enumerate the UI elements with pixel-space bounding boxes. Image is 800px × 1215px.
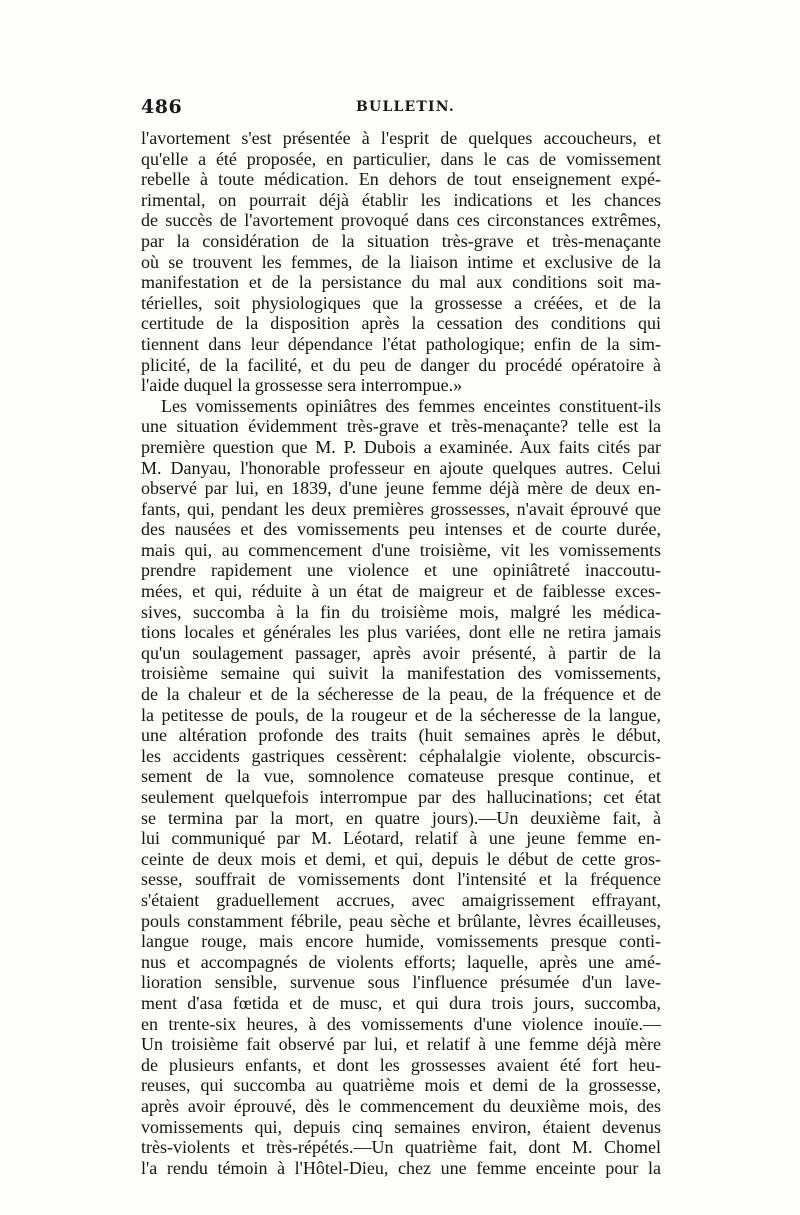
text-line: lui communiqué par M. Léotard, relatif à une jeune femme en- xyxy=(141,828,661,849)
text-line: de succès de l'avortement provoqué dans ces circonstances extrêmes, xyxy=(141,210,661,231)
text-line: de la chaleur et de la sécheresse de la peau, de la fréquence et de xyxy=(141,684,661,705)
text-line: l'avortement s'est présentée à l'esprit de quelques accoucheurs, et xyxy=(141,128,661,148)
text-line: rebelle à toute médication. En dehors de tout enseignement expé- xyxy=(141,169,661,190)
text-line: par la considération de la situation très-grave et très-menaçante xyxy=(141,230,661,251)
text-line: une situation évidemment très-grave et très-menaçante? telle est la xyxy=(141,416,661,437)
text-line: Un troisième fait observé par lui, et relatif à une femme déjà mère xyxy=(141,1034,661,1055)
text-line: qu'elle a été proposée, en particulier, dans le cas de vomissement xyxy=(141,148,661,169)
text-line: très-violents et très-répétés.—Un quatrième fait, dont M. Chomel xyxy=(141,1137,661,1158)
text-line: s'étaient graduellement accrues, avec amaigrissement effrayant, xyxy=(141,889,661,910)
text-line: manifestation et de la persistance du mal aux conditions soit ma- xyxy=(141,272,661,293)
text-line: prendre rapidement une violence et une opiniâtreté inaccoutu- xyxy=(141,560,661,581)
text-line: en trente-six heures, à des vomissements d'une violence inouïe.— xyxy=(141,1013,661,1034)
text-line: langue rouge, mais encore humide, vomissements presque conti- xyxy=(141,931,661,952)
text-line: observé par lui, en 1839, d'une jeune femme déjà mère de deux en- xyxy=(141,478,661,499)
text-line: Les vomissements opiniâtres des femmes enceintes constituent-ils xyxy=(161,395,661,416)
text-line: lioration sensible, survenue sous l'influence présumée d'un lave- xyxy=(141,972,661,993)
text-line: sement de la vue, somnolence comateuse presque continue, et xyxy=(141,766,661,787)
text-line: fants, qui, pendant les deux premières grossesses, n'avait éprouvé que xyxy=(141,498,661,519)
text-line: certitude de la disposition après la cessation des conditions qui xyxy=(141,313,661,334)
text-line: se termina par la mort, en quatre jours).—Un deuxième fait, à xyxy=(141,807,661,828)
text-line: nus et accompagnés de violents efforts; laquelle, après une amé- xyxy=(141,951,661,972)
text-line: l'a rendu témoin à l'Hôtel-Dieu, chez une femme enceinte pour la xyxy=(141,1157,661,1178)
text-line: vomissements qui, depuis cinq semaines environ, étaient devenus xyxy=(141,1116,661,1137)
text-line: les accidents gastriques cessèrent: céphalalgie violente, obscurcis- xyxy=(141,745,661,766)
text-line: qu'un soulagement passager, après avoir présenté, à partir de la xyxy=(141,642,661,663)
page-header xyxy=(141,96,661,122)
text-line: térielles, soit physiologiques que la grossesse a créées, et de la xyxy=(141,292,661,313)
text-line: première question que M. P. Dubois a examinée. Aux faits cités par xyxy=(141,436,661,457)
text-line: de plusieurs enfants, et dont les grossesses avaient été fort heu- xyxy=(141,1054,661,1075)
running-title: BULLETIN. xyxy=(356,99,455,115)
text-line: reuses, qui succomba au quatrième mois et demi de la grossesse, xyxy=(141,1075,661,1096)
text-line: mées, et qui, réduite à un état de maigreur et de faiblesse exces- xyxy=(141,581,661,602)
text-line: la petitesse de pouls, de la rougeur et de la sécheresse de la langue, xyxy=(141,704,661,725)
text-line: ceinte de deux mois et demi, et qui, depuis le début de cette gros- xyxy=(141,848,661,869)
body-text xyxy=(141,128,661,1178)
text-line: sives, succomba à la fin du troisième mois, malgré les médica- xyxy=(141,601,661,622)
text-line: tions locales et générales les plus variées, dont elle ne retira jamais xyxy=(141,622,661,643)
text-line: l'aide duquel la grossesse sera interrompue.» xyxy=(141,375,463,396)
text-line: pouls constamment fébrile, peau sèche et brûlante, lèvres écailleuses, xyxy=(141,910,661,931)
text-line: après avoir éprouvé, dès le commencement du deuxième mois, des xyxy=(141,1095,661,1116)
text-line: M. Danyau, l'honorable professeur en ajoute quelques autres. Celui xyxy=(141,457,661,478)
text-line: plicité, de la facilité, et du peu de danger du procédé opératoire à xyxy=(141,354,661,375)
text-line: où se trouvent les femmes, de la liaison intime et exclusive de la xyxy=(141,251,661,272)
page-number: 486 xyxy=(141,96,183,118)
text-line: rimental, on pourrait déjà établir les indications et les chances xyxy=(141,189,661,210)
text-line: tiennent dans leur dépendance l'état pathologique; enfin de la sim- xyxy=(141,333,661,354)
text-line: seulement quelquefois interrompue par des hallucinations; cet état xyxy=(141,787,661,807)
text-line: troisième semaine qui suivit la manifestation des vomissements, xyxy=(141,663,661,684)
text-line: une altération profonde des traits (huit semaines après le début, xyxy=(141,725,661,746)
text-line: des nausées et des vomissements peu intenses et de courte durée, xyxy=(141,519,661,540)
text-line: ment d'asa fœtida et de musc, et qui dura trois jours, succomba, xyxy=(141,992,661,1013)
text-line: sesse, souffrait de vomissements dont l'intensité et la fréquence xyxy=(141,869,661,890)
text-line: mais qui, au commencement d'une troisième, vit les vomissements xyxy=(141,539,661,560)
